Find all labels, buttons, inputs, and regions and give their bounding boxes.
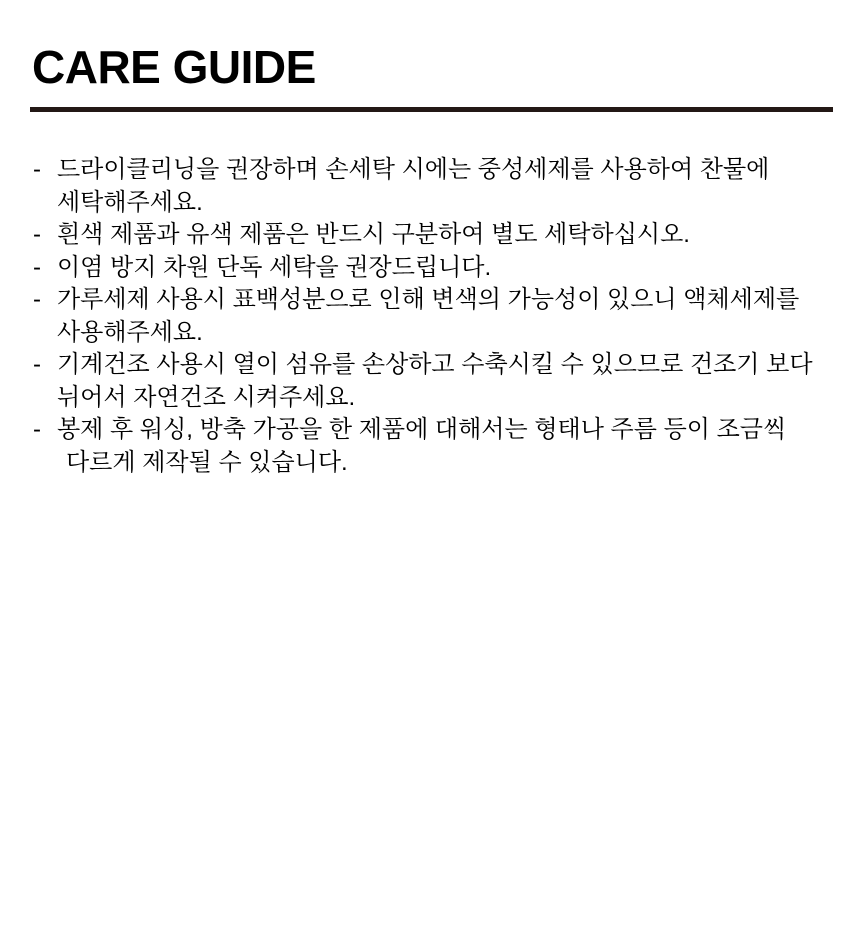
bullet-dash: - [33, 351, 41, 378]
care-instructions-list [30, 154, 833, 479]
instruction-line: 기계건조 사용시 열이 섬유를 손상하고 수축시킬 수 있으므로 건조기 보다 [57, 351, 813, 378]
instruction-line: 가루세제 사용시 표백성분으로 인해 변색의 가능성이 있으니 액체세제를 [57, 286, 800, 313]
instruction-line: 드라이클리닝을 권장하며 손세탁 시에는 중성세제를 사용하여 찬물에 [57, 156, 770, 183]
care-instruction-item-4 [33, 284, 833, 349]
instruction-line: 흰색 제품과 유색 제품은 반드시 구분하여 별도 세탁하십시오. [57, 221, 690, 248]
instruction-text [57, 219, 833, 252]
bullet-dash: - [33, 156, 41, 183]
instruction-line: 봉제 후 워싱, 방축 가공을 한 제품에 대해서는 형태나 주름 등이 조금씩 [57, 416, 787, 443]
instruction-line: 이염 방지 차원 단독 세탁을 권장드립니다. [57, 253, 492, 281]
instruction-line: 사용해주세요. [57, 318, 203, 346]
care-instruction-item-5 [33, 349, 833, 414]
instruction-line: 뉘어서 자연건조 시켜주세요. [57, 383, 356, 411]
bullet-dash: - [33, 221, 41, 248]
bullet-dash: - [33, 416, 41, 443]
instruction-text [57, 252, 833, 285]
instruction-text [57, 414, 833, 479]
instruction-text [57, 349, 833, 414]
care-instruction-item-1 [33, 154, 833, 219]
title-divider [30, 107, 833, 112]
instruction-text [57, 284, 833, 349]
instruction-line: 세탁해주세요. [57, 188, 203, 216]
instruction-text [57, 154, 833, 219]
bullet-dash: - [33, 253, 41, 281]
bullet-dash: - [33, 286, 41, 313]
care-instruction-item-2 [33, 219, 833, 252]
care-instruction-item-6 [33, 414, 833, 479]
page-title: CARE GUIDE [32, 41, 316, 93]
instruction-line: 다르게 제작될 수 있습니다. [66, 448, 348, 476]
care-instruction-item-3 [33, 252, 833, 285]
